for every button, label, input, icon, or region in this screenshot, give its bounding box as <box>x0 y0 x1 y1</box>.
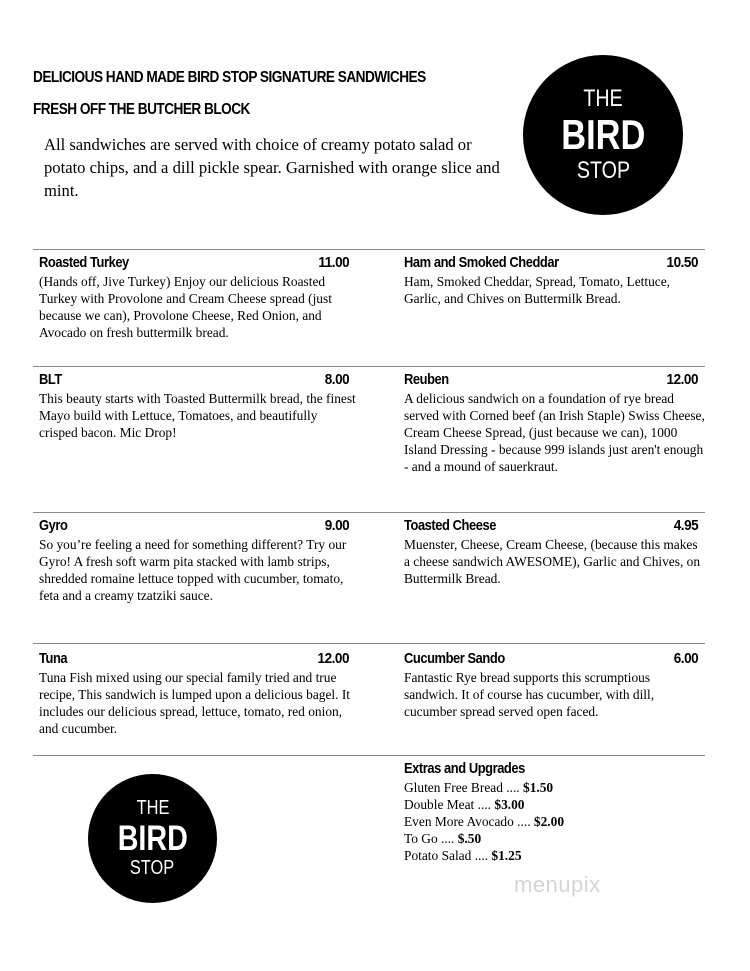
page-heading: DELICIOUS HAND MADE BIRD STOP SIGNATURE SANDWICHES FRESH OFF THE BUTCHER BLOCK <box>33 69 426 118</box>
menu-item-cucumber-sando <box>404 649 706 720</box>
extra-price: $1.25 <box>491 848 522 863</box>
extra-row <box>404 847 704 864</box>
logo-the: THE <box>136 797 169 819</box>
item-price: 10.50 <box>666 254 698 271</box>
extra-price: $.50 <box>457 831 482 846</box>
menupix-watermark: menupix <box>514 872 601 897</box>
menu-item-reuben <box>404 370 706 475</box>
extra-label: Double Meat .... <box>404 797 495 812</box>
item-name: Roasted Turkey <box>39 254 129 271</box>
item-price: 12.00 <box>317 650 349 667</box>
menu-item-blt <box>39 370 357 441</box>
menu-item-toasted-cheese <box>404 516 706 587</box>
menu-item-roasted-turkey <box>39 253 357 341</box>
extra-price: $2.00 <box>533 814 565 829</box>
item-price: 6.00 <box>673 650 698 667</box>
item-description: So you’re feeling a need for something different? Try our Gyro! A fresh soft warm pita stacked with lamb strips, shredded romaine lettuce topped with cucumber, tomato, feta and a creamy tzatziki sauce. <box>39 537 347 603</box>
logo-bird: BIRD <box>117 819 188 858</box>
divider-row-4 <box>33 643 705 644</box>
logo-stop: STOP <box>130 857 175 879</box>
extra-label: Potato Salad .... <box>404 848 492 863</box>
extra-row <box>404 813 704 830</box>
item-price: 8.00 <box>324 371 349 388</box>
item-price: 12.00 <box>666 371 698 388</box>
item-description: A delicious sandwich on a foundation of rye bread served with Corned beef (an Irish Staple) Swiss Cheese, Cream Cheese Spread, (just because we can), 1000 Island Dressing - because 999 islands just aren't enough - and a mound of sauerkraut. <box>404 391 705 474</box>
item-name: Tuna <box>39 650 68 667</box>
item-description: Fantastic Rye bread supports this scrumptious sandwich. It of course has cucumber, with dill, cucumber spread served open faced. <box>404 670 655 719</box>
menu-item-tuna <box>39 649 357 737</box>
divider-row-5 <box>33 755 705 756</box>
logo-the: THE <box>583 85 623 112</box>
divider-row-1 <box>33 249 705 250</box>
logo-bird: BIRD <box>560 111 646 158</box>
extras-section <box>404 759 704 864</box>
item-price: 9.00 <box>324 517 349 534</box>
bird-stop-logo-small <box>88 774 217 903</box>
extra-price: $3.00 <box>494 797 525 812</box>
item-name: BLT <box>39 371 62 388</box>
item-name: Toasted Cheese <box>404 517 496 534</box>
item-description: Muenster, Cheese, Cream Cheese, (because this makes a cheese sandwich AWESOME), Garlic and Chives, on Buttermilk Bread. <box>404 537 701 586</box>
item-price: 4.95 <box>673 517 698 534</box>
item-name: Ham and Smoked Cheddar <box>404 254 559 271</box>
item-name: Cucumber Sando <box>404 650 505 667</box>
item-name: Reuben <box>404 371 449 388</box>
extra-row <box>404 830 704 847</box>
logo-stop: STOP <box>576 157 630 184</box>
item-price: 11.00 <box>318 254 349 271</box>
extra-label: To Go .... <box>404 831 458 846</box>
menu-item-ham-smoked-cheddar <box>404 253 706 307</box>
extra-label: Even More Avocado .... <box>404 814 534 829</box>
extra-row <box>404 796 704 813</box>
item-name: Gyro <box>39 517 68 534</box>
divider-row-2 <box>33 366 705 367</box>
bird-stop-logo <box>523 55 683 215</box>
item-description: Ham, Smoked Cheddar, Spread, Tomato, Lettuce, Garlic, and Chives on Buttermilk Bread. <box>404 274 671 306</box>
divider-row-3 <box>33 512 705 513</box>
extra-price: $1.50 <box>523 780 554 795</box>
item-description: This beauty starts with Toasted Buttermilk bread, the finest Mayo build with Lettuce, Tomatoes, and beautifully crisped bacon. Mic Drop! <box>39 391 356 440</box>
item-description: Tuna Fish mixed using our special family tried and true recipe, This sandwich is lumped upon a delicious bagel. It includes our delicious spread, lettuce, tomato, red onion, and cucumber. <box>39 670 351 736</box>
menu-item-gyro <box>39 516 357 604</box>
intro-text: All sandwiches are served with choice of creamy potato salad or potato chips, and a dill pickle spear. Garnished with orange slice and mint. <box>44 135 500 200</box>
extras-title: Extras and Upgrades <box>404 760 525 777</box>
item-description: (Hands off, Jive Turkey) Enjoy our delicious Roasted Turkey with Provolone and Cream Cheese spread (just because we can), Provolone Cheese, Red Onion, and Avocado on fresh buttermilk bread. <box>39 274 332 340</box>
extra-label: Gluten Free Bread .... <box>404 780 523 795</box>
extra-row <box>404 779 704 796</box>
